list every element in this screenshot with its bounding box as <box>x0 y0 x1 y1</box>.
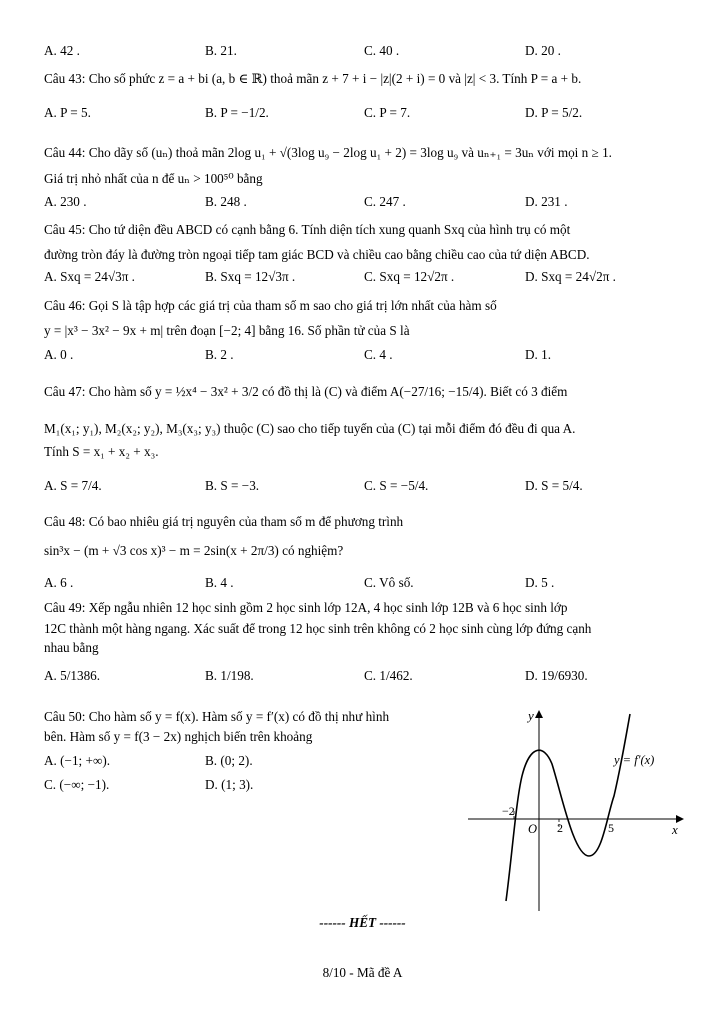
q47-option-b: B. S = −3. <box>205 478 260 493</box>
q45-options <box>0 270 725 288</box>
q42-options <box>0 44 725 62</box>
q47-options <box>0 479 725 497</box>
q45-option-a: A. Sxq = 24√3π . <box>44 269 135 284</box>
q44-option-b: B. 248 . <box>205 194 247 209</box>
q42-option-d: D. 20 . <box>525 43 561 58</box>
q43-stem: Câu 43: Cho số phức z = a + bi (a, b ∈ ℝ) thoả mãn z + 7 + i − |z|(2 + i) = 0 và |z| < 3. Tính P = a + b. <box>44 71 582 86</box>
q50-option-b: B. (0; 2). <box>205 753 253 768</box>
q43-option-d: D. P = 5/2. <box>525 105 583 120</box>
q43-option-a: A. P = 5. <box>44 105 91 120</box>
q44-stem-line1: Câu 44: Cho dãy số (uₙ) thoả mãn 2log u₁ + √(3log u₉ − 2log u₁ + 2) = 3log u₉ và uₙ₊₁ = 3uₙ với mọi n ≥ 1. <box>44 145 612 160</box>
q49-option-b: B. 1/198. <box>205 668 254 683</box>
q42-option-c: C. 40 . <box>364 43 400 58</box>
q46-stem-line2: y = |x³ − 3x² − 9x + m| trên đoạn [−2; 4] bằng 16. Số phần tử của S là <box>44 323 410 338</box>
tick-label-5: 5 <box>608 821 614 835</box>
tick-label-2: 2 <box>557 821 563 835</box>
y-axis-label: y <box>528 708 534 723</box>
derivative-graph <box>464 706 689 916</box>
q47-option-c: C. S = −5/4. <box>364 478 429 493</box>
q48-option-d: D. 5 . <box>525 575 555 590</box>
q42-option-a: A. 42 . <box>44 43 80 58</box>
curve-label: y = f′(x) <box>614 753 655 767</box>
q45-stem-line2: đường tròn đáy là đường tròn ngoại tiếp tam giác BCD và chiều cao bằng chiều cao của tứ diện ABCD. <box>44 247 590 262</box>
q47-stem-line3: Tính S = x₁ + x₂ + x₃. <box>44 444 159 459</box>
q45-option-c: C. Sxq = 12√2π . <box>364 269 455 284</box>
q45-option-d: D. Sxq = 24√2π . <box>525 269 616 284</box>
end-marker: ------ HẾT ------ <box>319 915 406 930</box>
q46-option-a: A. 0 . <box>44 347 74 362</box>
q49-option-a: A. 5/1386. <box>44 668 101 683</box>
q50-option-d: D. (1; 3). <box>205 777 254 792</box>
derivative-curve <box>506 714 630 901</box>
q50-stem-line1: Câu 50: Cho hàm số y = f(x). Hàm số y = f′(x) có đồ thị như hình <box>44 709 390 724</box>
q44-stem-line2: Giá trị nhỏ nhất của n để uₙ > 100⁵⁰ bằng <box>44 171 263 186</box>
q44-option-d: D. 231 . <box>525 194 568 209</box>
q49-stem-line1: Câu 49: Xếp ngẫu nhiên 12 học sinh gồm 2 học sinh lớp 12A, 4 học sinh lớp 12B và 6 học sinh lớp <box>44 600 568 615</box>
q43-option-b: B. P = −1/2. <box>205 105 269 120</box>
q43-options <box>0 106 725 124</box>
q46-stem-line1: Câu 46: Gọi S là tập hợp các giá trị của tham số m sao cho giá trị lớn nhất của hàm số <box>44 298 497 313</box>
origin-label: O <box>528 822 538 836</box>
q47-option-d: D. S = 5/4. <box>525 478 583 493</box>
q45-stem-line1: Câu 45: Cho tứ diện đều ABCD có cạnh bằng 6. Tính diện tích xung quanh Sxq của hình trụ có một <box>44 222 571 237</box>
q49-stem-line2: 12C thành một hàng ngang. Xác suất để trong 12 học sinh trên không có 2 học sinh cùng lớp đứng cạnh <box>44 621 592 636</box>
q43-option-c: C. P = 7. <box>364 105 411 120</box>
q45-option-b: B. Sxq = 12√3π . <box>205 269 296 284</box>
q46-option-c: C. 4 . <box>364 347 393 362</box>
q46-option-b: B. 2 . <box>205 347 234 362</box>
q48-option-c: C. Vô số. <box>364 575 414 590</box>
q48-option-b: B. 4 . <box>205 575 234 590</box>
q49-stem-line3: nhau bằng <box>44 640 99 655</box>
q42-option-b: B. 21. <box>205 43 237 58</box>
x-axis-label: x <box>672 822 678 837</box>
q48-option-a: A. 6 . <box>44 575 74 590</box>
q44-option-a: A. 230 . <box>44 194 87 209</box>
q50-option-c: C. (−∞; −1). <box>44 777 110 792</box>
q47-option-a: A. S = 7/4. <box>44 478 102 493</box>
q48-options <box>0 576 725 594</box>
q44-option-c: C. 247 . <box>364 194 406 209</box>
q47-stem-line1: Câu 47: Cho hàm số y = ½x⁴ − 3x² + 3/2 có đồ thị là (C) và điểm A(−27/16; −15/4). Biết có 3 điểm <box>44 384 568 399</box>
q50-option-a: A. (−1; +∞). <box>44 753 111 768</box>
q46-option-d: D. 1. <box>525 347 552 362</box>
q49-option-d: D. 19/6930. <box>525 668 588 683</box>
tick-label-minus2: −2 <box>502 804 515 818</box>
page-footer: 8/10 - Mã đề A <box>322 965 403 980</box>
q48-stem-line2: sin³x − (m + √3 cos x)³ − m = 2sin(x + 2π/3) có nghiệm? <box>44 543 344 558</box>
q49-options <box>0 669 725 687</box>
q50-stem-line2: bên. Hàm số y = f(3 − 2x) nghịch biến trên khoảng <box>44 729 313 744</box>
q48-stem-line1: Câu 48: Có bao nhiêu giá trị nguyên của tham số m để phương trình <box>44 514 404 529</box>
q47-stem-line2: M₁(x₁; y₁), M₂(x₂; y₂), M₃(x₃; y₃) thuộc (C) sao cho tiếp tuyến của (C) tại mỗi điểm đó đều đi qua A. <box>44 421 576 436</box>
q46-options <box>0 348 725 366</box>
q44-options <box>0 195 725 213</box>
q49-option-c: C. 1/462. <box>364 668 413 683</box>
